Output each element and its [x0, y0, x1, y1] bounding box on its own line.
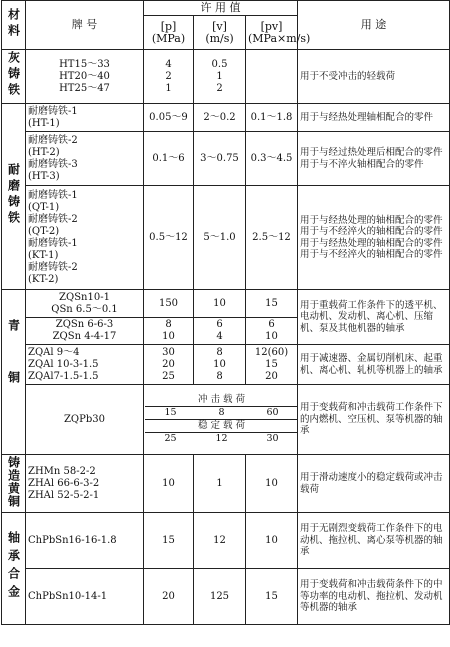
use-cell: 用于与经热处理轴相配合的零件: [298, 104, 450, 132]
pv-cell: 10: [246, 455, 298, 513]
v-cell: 6 4: [194, 318, 246, 345]
pv-cell: 15: [246, 290, 298, 318]
impact-pv: 60: [247, 407, 298, 420]
use-cell: 用于无剧烈变载荷工作条件下的电动机、拖拉机、离心泵等机器的轴承: [298, 513, 450, 569]
v-cell: 125: [194, 569, 246, 625]
grade-cell: ZQSn10-1 QSn 6.5～0.1: [26, 290, 144, 318]
pv-cell: 15: [246, 569, 298, 625]
header-pv: [pv] (MPa×m/s): [246, 16, 298, 50]
pv-cell: 0.1～1.8: [246, 104, 298, 132]
header-allowed: 许 用 值: [144, 1, 298, 16]
v-cell: 8 10 8: [194, 345, 246, 385]
impact-p: 15: [145, 407, 196, 420]
pv-cell: 12(60) 15 20: [246, 345, 298, 385]
p-cell: 8 10: [144, 318, 194, 345]
grade-cell: 耐磨铸铁-2 (HT-2) 耐磨铸铁-3 (HT-3): [26, 132, 144, 186]
steady-load-label: 稳 定 载 荷: [145, 420, 298, 433]
v-cell: 2～0.2: [194, 104, 246, 132]
use-cell: 用于与经过热处理后相配合的零件 用于与不淬火轴相配合的零件: [298, 132, 450, 186]
v-cell: 1: [194, 455, 246, 513]
p-cell: 30 20 25: [144, 345, 194, 385]
bearing-materials-table: [1, 0, 450, 625]
table-row: [2, 513, 450, 569]
v-cell: 12: [194, 513, 246, 569]
use-cell: 用于与经热处理的轴相配合的零件 用于与不经淬火的轴相配合的零件 用于与经热处理的轴相配合的零件 用于与不经淬火的轴相配合的零件: [298, 186, 450, 290]
v-cell: 10: [194, 290, 246, 318]
grade-cell: ChPbSn16-16-1.8: [26, 513, 144, 569]
p-cell: 10: [144, 455, 194, 513]
use-cell: 用于重载荷工作条件下的透平机、电动机、发动机、离心机、压缩机、泵及其他机器的轴承: [298, 290, 450, 345]
material-cell: 灰铸铁: [2, 50, 26, 104]
header-use: 用 途: [298, 1, 450, 50]
pv-cell: 6 10: [246, 318, 298, 345]
p-cell: 150: [144, 290, 194, 318]
v-cell: 3～0.75: [194, 132, 246, 186]
grade-cell: 耐磨铸铁-1 (HT-1): [26, 104, 144, 132]
p-cell: 0.05～9: [144, 104, 194, 132]
grade-cell: ZQAl 9～4 ZQAl 10-3-1.5 ZQAl7-1.5-1.5: [26, 345, 144, 385]
steady-v: 12: [196, 433, 247, 446]
table-row: [2, 290, 450, 318]
table-row: [2, 569, 450, 625]
impact-v: 8: [196, 407, 247, 420]
p-cell: 0.1～6: [144, 132, 194, 186]
table-row: [2, 132, 450, 186]
p-cell: 20: [144, 569, 194, 625]
impact-load-label: 冲 击 载 荷: [197, 394, 246, 405]
table-row: [2, 186, 450, 290]
grade-cell: ZQSn 6-6-3 ZQSn 4-4-17: [26, 318, 144, 345]
pv-cell: 0.3～4.5: [246, 132, 298, 186]
grade-cell: ZHMn 58-2-2 ZHAl 66-6-3-2 ZHAl 52-5-2-1: [26, 455, 144, 513]
header-p: [p] (MPa): [144, 16, 194, 50]
pv-cell: [246, 50, 298, 104]
table-row: [2, 50, 450, 104]
table-row: [2, 455, 450, 513]
header-v: [v] (m/s): [194, 16, 246, 50]
pv-cell: 10: [246, 513, 298, 569]
steady-pv: 30: [247, 433, 298, 446]
table-row: [2, 385, 450, 455]
use-cell: 用于减速器、金属切削机床、起重机、离心机、轧机等机器上的轴承: [298, 345, 450, 385]
use-cell: 用于滑动速度小的稳定载荷或冲击载荷: [298, 455, 450, 513]
use-cell: 用于变载荷和冲击载荷工作条件下的内燃机、空压机、泵等机器的轴承: [298, 385, 450, 455]
load-cell: [144, 385, 298, 455]
header-material: 材料: [2, 1, 26, 50]
pv-cell: 2.5～12: [246, 186, 298, 290]
material-cell: 铸造黄铜: [2, 455, 26, 513]
steady-p: 25: [145, 433, 196, 446]
p-cell: 0.5～12: [144, 186, 194, 290]
table-row: [2, 104, 450, 132]
p-cell: 4 2 1: [144, 50, 194, 104]
grade-cell: ChPbSn10-14-1: [26, 569, 144, 625]
grade-cell: 耐磨铸铁-1 (QT-1) 耐磨铸铁-2 (QT-2) 耐磨铸铁-1 (KT-1) 耐磨铸铁-2 (KT-2): [26, 186, 144, 290]
load-subtable: [145, 394, 298, 445]
material-cell: 青铜: [2, 290, 26, 455]
use-cell: 用于变载荷和冲击载荷条件下的中等功率的电动机、拖拉机、发动机等机器的轴承: [298, 569, 450, 625]
table-row: [2, 345, 450, 385]
material-cell: 耐磨铸铁: [2, 104, 26, 290]
grade-cell: ZQPb30: [26, 385, 144, 455]
use-cell: 用于不受冲击的轻载荷: [298, 50, 450, 104]
v-cell: 0.5 1 2: [194, 50, 246, 104]
grade-cell: HT15～33 HT20～40 HT25～47: [26, 50, 144, 104]
v-cell: 5～1.0: [194, 186, 246, 290]
p-cell: 15: [144, 513, 194, 569]
header-grade: 牌 号: [26, 1, 144, 50]
material-cell: 轴承合金: [2, 513, 26, 625]
